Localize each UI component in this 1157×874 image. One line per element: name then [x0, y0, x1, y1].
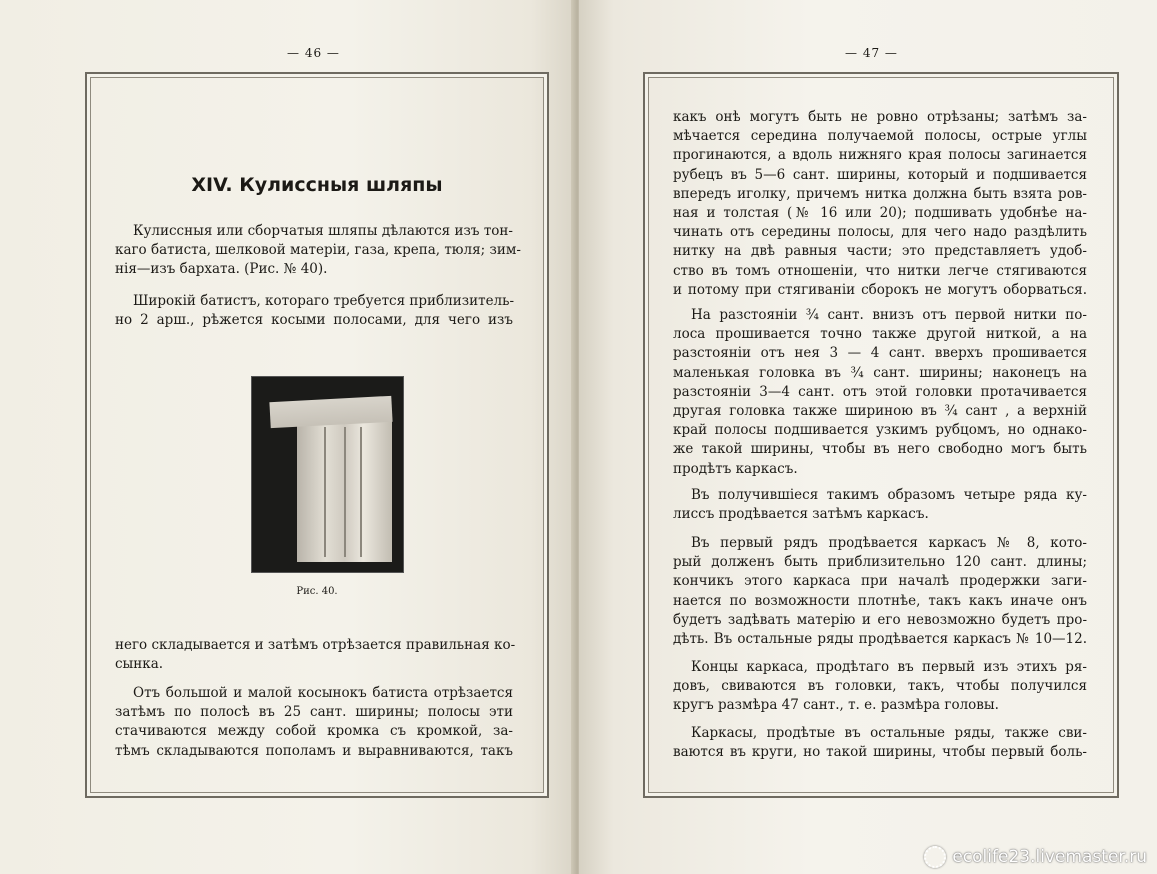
fabric-fold — [360, 427, 362, 557]
text-line: тѣмъ складываются пополамъ и выравниваются, такъ — [115, 742, 513, 759]
page-frame — [643, 72, 1119, 798]
text-line: довъ, свиваются въ головки, такъ, чтобы получился — [673, 678, 1087, 695]
paragraph — [673, 306, 1087, 479]
page-frame — [85, 72, 549, 798]
paragraph — [673, 724, 1087, 762]
text-line: Концы каркаса, продѣтаго въ первый изъ этихъ ря- — [691, 659, 1087, 675]
text-line: кончикъ этого каркаса при началѣ продержки заги- — [673, 573, 1087, 590]
paragraph — [673, 534, 1087, 649]
text-line: ная и толстая (№ 16 или 20); подшивать удобнѣе на- — [673, 205, 1087, 222]
text-line: же такой ширины, чтобы въ него свободно могъ быть — [673, 441, 1087, 458]
text-line: край полосы подшивается узкимъ рубцомъ, но однако- — [673, 422, 1087, 439]
paragraph — [115, 636, 516, 674]
text-line: разстояніи 3—4 сант. отъ этой головки протачивается — [673, 383, 1087, 400]
text-line: Въ получившіеся такимъ образомъ четыре ряда ку- — [691, 487, 1087, 503]
text-line: стачиваются между собой кромка съ кромкой, за- — [115, 723, 513, 740]
text-line: На разстояніи ¾ сант. внизъ отъ первой нитки по- — [691, 307, 1087, 323]
text-line: Кулиссныя или сборчатыя шляпы дѣлаются изъ тон- — [133, 223, 513, 239]
text-line: лиссъ продѣвается затѣмъ каркасъ. — [673, 506, 929, 523]
text-line: прогинаются, а вдоль нижняго края полосы загинается — [673, 147, 1087, 164]
paragraph — [673, 486, 1087, 524]
text-line: маленькая головка въ ¾ сант. ширины; наконецъ на — [673, 364, 1087, 381]
text-line: дѣть. Въ остальные ряды продѣвается каркасъ № 10—12. — [673, 631, 1087, 648]
text-line: нитку на двѣ равныя части; это представляетъ удоб- — [673, 243, 1087, 260]
text-line: кругъ размѣра 47 сант., т. е. размѣра головы. — [673, 697, 999, 714]
page-number: — 46 — — [287, 46, 340, 60]
chapter-title: XIV. Кулиссныя шляпы — [191, 174, 443, 196]
paragraph — [115, 292, 513, 330]
text-line: разстояніи отъ нея 3 — 4 сант. вверхъ прошивается — [673, 345, 1087, 362]
figure-caption: Рис. 40. — [296, 586, 338, 597]
text-line: нія—изъ бархата. (Рис. № 40). — [115, 261, 328, 278]
text-line: какъ онѣ могутъ быть не ровно отрѣзаны; затѣмъ за- — [673, 109, 1087, 125]
text-line: Широкій батистъ, котораго требуется приблизитель- — [133, 293, 515, 309]
text-line: сынка. — [115, 656, 164, 673]
right-page — [579, 0, 1157, 874]
text-line: Отъ большой и малой косынокъ батиста отрѣзается — [133, 685, 513, 701]
text-line: продѣтъ каркасъ. — [673, 460, 798, 477]
figure-photo — [251, 376, 404, 573]
text-line: него складывается и затѣмъ отрѣзается правильная ко- — [115, 637, 516, 653]
paragraph — [115, 222, 521, 280]
text-line: Каркасы, продѣтые въ остальные ряды, также сви- — [691, 725, 1087, 741]
watermark-text: ecolife23.livemaster.ru — [952, 847, 1147, 867]
text-line: нается по возможности плотнѣе, такъ какъ иначе онъ — [673, 592, 1087, 609]
text-line: будетъ задѣвать матерію и его невозможно будетъ про- — [673, 611, 1087, 628]
left-page — [0, 0, 577, 874]
text-line: ство въ томъ отношеніи, что нитки легче стягиваются — [673, 262, 1087, 279]
paragraph — [115, 684, 513, 761]
page-number: — 47 — — [845, 46, 898, 60]
text-line: лоса прошивается точно также другой ниткой, а на — [673, 326, 1087, 343]
text-line: ваются въ круги, но такой ширины, чтобы первый боль- — [673, 744, 1087, 761]
gear-flower-icon — [924, 846, 946, 868]
text-line: Въ первый рядъ продѣвается каркасъ № 8, кото- — [691, 535, 1087, 551]
text-line: рый долженъ быть приблизительно 120 сант. длины; — [673, 554, 1087, 571]
fabric-fold — [324, 427, 326, 557]
text-line: другая головка также шириною въ ¾ сант , а верхній — [673, 403, 1087, 420]
paragraph — [673, 658, 1087, 716]
watermark — [924, 846, 1147, 868]
text-line: рубецъ въ 5—6 сант. ширины, который и подшивается — [673, 166, 1087, 183]
text-line: но 2 арш., рѣжется косыми полосами, для чего изъ — [115, 312, 513, 329]
fabric-fold — [344, 427, 346, 557]
text-line: каго батиста, шелковой матеріи, газа, крепа, тюля; зим- — [115, 242, 521, 259]
paragraph — [673, 108, 1087, 300]
text-line: и потому при стягиваніи сборокъ не могутъ оборваться. — [673, 281, 1087, 298]
text-line: чинать отъ середины полосы, для чего надо раздѣлить — [673, 224, 1087, 241]
text-line: затѣмъ по полосѣ въ 25 сант. ширины; полосы эти — [115, 704, 513, 721]
text-line: мѣчается середина получаемой полосы, острые углы — [673, 128, 1087, 145]
text-line: впередъ иголку, причемъ нитка должна быть взята ров- — [673, 185, 1087, 202]
